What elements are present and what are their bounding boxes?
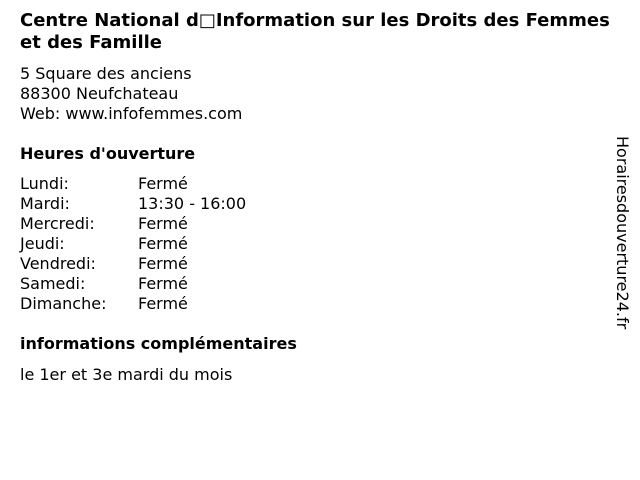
hours-row-thursday [20,234,246,254]
day-label: Vendredi: [20,254,96,273]
page-title: Centre National d□Information sur les Droits des Femmes et des Famille [20,10,610,53]
day-hours: Fermé [138,294,188,313]
day-hours: Fermé [138,274,188,293]
hours-row-tuesday [20,194,246,214]
info-heading: informations complémentaires [20,334,297,353]
info-text: le 1er et 3e mardi du mois [20,365,233,384]
day-hours: Fermé [138,234,188,253]
hours-row-wednesday [20,214,246,234]
hours-heading: Heures d'ouverture [20,144,196,163]
hours-row-monday [20,174,246,194]
address-web: Web: www.infofemmes.com [20,104,243,123]
day-label: Mercredi: [20,214,95,233]
site-watermark: Horairesdouverture24.fr [613,136,632,330]
hours-row-sunday [20,294,246,314]
day-hours: 13:30 - 16:00 [138,194,247,213]
address-block [20,64,242,124]
hours-table [20,174,246,314]
hours-row-friday [20,254,246,274]
day-hours: Fermé [138,174,188,193]
day-label: Lundi: [20,174,69,193]
address-city: 88300 Neufchateau [20,84,179,103]
day-hours: Fermé [138,214,188,233]
day-label: Mardi: [20,194,70,213]
day-label: Dimanche: [20,294,107,313]
address-street: 5 Square des anciens [20,64,192,83]
day-label: Jeudi: [20,234,65,253]
day-label: Samedi: [20,274,86,293]
day-hours: Fermé [138,254,188,273]
hours-row-saturday [20,274,246,294]
